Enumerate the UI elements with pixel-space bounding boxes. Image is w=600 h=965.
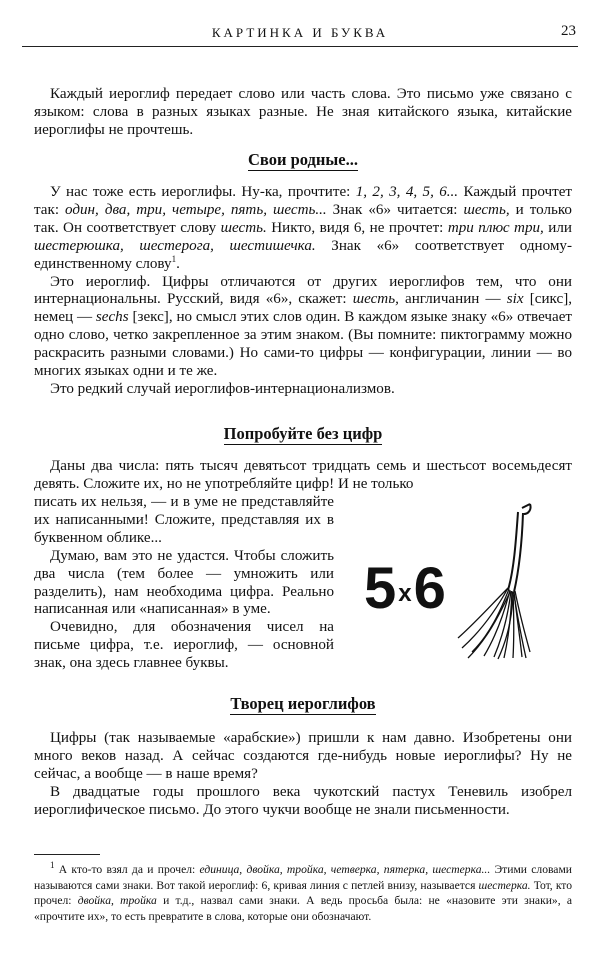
paragraph: Цифры (так называемые «арабские») пришли к нам давно. Изобретены они много веков назад. А сейчас создаются где-нибудь новые иероглифы? Ну не сейчас, а вообще — в наше время? [34, 730, 572, 782]
paragraph: писать их нельзя, — и в уме не представляйте их написанными! Сложите, представляя их в буквенном облике... [34, 494, 334, 546]
paragraph: В двадцатые годы прошлого века чукотский пастух Теневиль изобрел иероглифическое письмо. До этого чукчи вообще не знали письменности. [34, 783, 572, 818]
heading-text: Попробуйте без цифр [223, 424, 383, 443]
footnote [34, 862, 572, 924]
footnote-text: $^1$ А кто-то взял да и прочел: единица, двойка, тройка, четверка, пятерка, шестерка... Этими словами называются сами знаки. Вот такой иероглиф: 6, кривая линия с петлей внизу, называется шестерка. Тот, кто прочел: двойка, тройка и т.д., назвал сами знаки. А ведь просьба была: не «назовите эти знаки», а «прочтите их», то есть превратите в слова, которые они обозначают. [34, 860, 573, 923]
paragraph: Даны два числа: пять тысяч девятьсот тридцать семь и шестьсот восемьдесят девять. Сложите их, но не употребляйте цифр! И не только [34, 458, 572, 492]
paragraph: Думаю, вам это не удастся. Чтобы сложить два числа (тем более — умножить или разделить), нам необходима цифра. Реально написанная или «написанная» в уме. [34, 547, 334, 618]
footnote-rule [34, 854, 100, 855]
section-try-narrow [34, 494, 334, 673]
section-own-body [34, 184, 572, 399]
figure-equation [364, 555, 446, 622]
figure-digit-5: 5 [364, 556, 397, 621]
paragraph: Очевидно, для обозначения чисел на письме цифра, т.е. иероглиф, — основной знак, она здесь главнее буквы. [34, 619, 334, 672]
footnote-ref: 1 [171, 253, 177, 264]
header-rule [22, 46, 578, 47]
intro-paragraph [34, 86, 572, 140]
figure-5x6-broom [360, 500, 530, 660]
footnote-marker: 1 [50, 860, 55, 871]
paragraph: Это иероглиф. Цифры отличаются от других иероглифов тем, что они интернациональны. Русский, видя «6», скажет: шесть, англичанин — six [сикс], немец — sechs [зекс], но смысл этих слов один. В каждом языке знаку «6» отвечает одно слово, четко закрепленное за этим знаком. (Вы помните: пиктограмму можно раскрасить разными словами.) Но сами-то цифры — конфигурации, линии — во многих языках одни и те же. [34, 273, 572, 380]
heading-text: Свои родные... [248, 150, 358, 169]
running-header [22, 22, 578, 46]
figure-times: x [398, 580, 412, 607]
section-creator-body [34, 730, 572, 820]
broom-icon [456, 500, 536, 660]
section-heading-creator [34, 694, 572, 714]
paragraph: У нас тоже есть иероглифы. Ну-ка, прочтите: 1, 2, 3, 4, 5, 6... Каждый прочтет так: один, два, три, четыре, пять, шесть... Знак «6» читается: шесть, и только так. Он соответствует слову шесть. Никто, видя 6, не прочтет: три плюс три, или шестерюшка, шестерога, шестишечка. Знак «6» соответствует одному-единственному слову$^1$. [34, 184, 572, 272]
figure-digit-6: 6 [413, 556, 446, 621]
heading-text: Творец иероглифов [230, 694, 376, 713]
running-title: КАРТИНКА И БУКВА [211, 25, 389, 40]
paragraph: Каждый иероглиф передает слово или часть слова. Это письмо уже связано с языком: слова в разных языках разные. Не зная китайского языка, китайские иероглифы не прочтешь. [34, 86, 572, 138]
page-number: 23 [561, 23, 576, 39]
section-heading-own [34, 150, 572, 170]
section-heading-try [34, 424, 572, 444]
section-try-body [34, 458, 572, 494]
paragraph: Это редкий случай иероглифов-интернационализмов. [50, 380, 395, 397]
